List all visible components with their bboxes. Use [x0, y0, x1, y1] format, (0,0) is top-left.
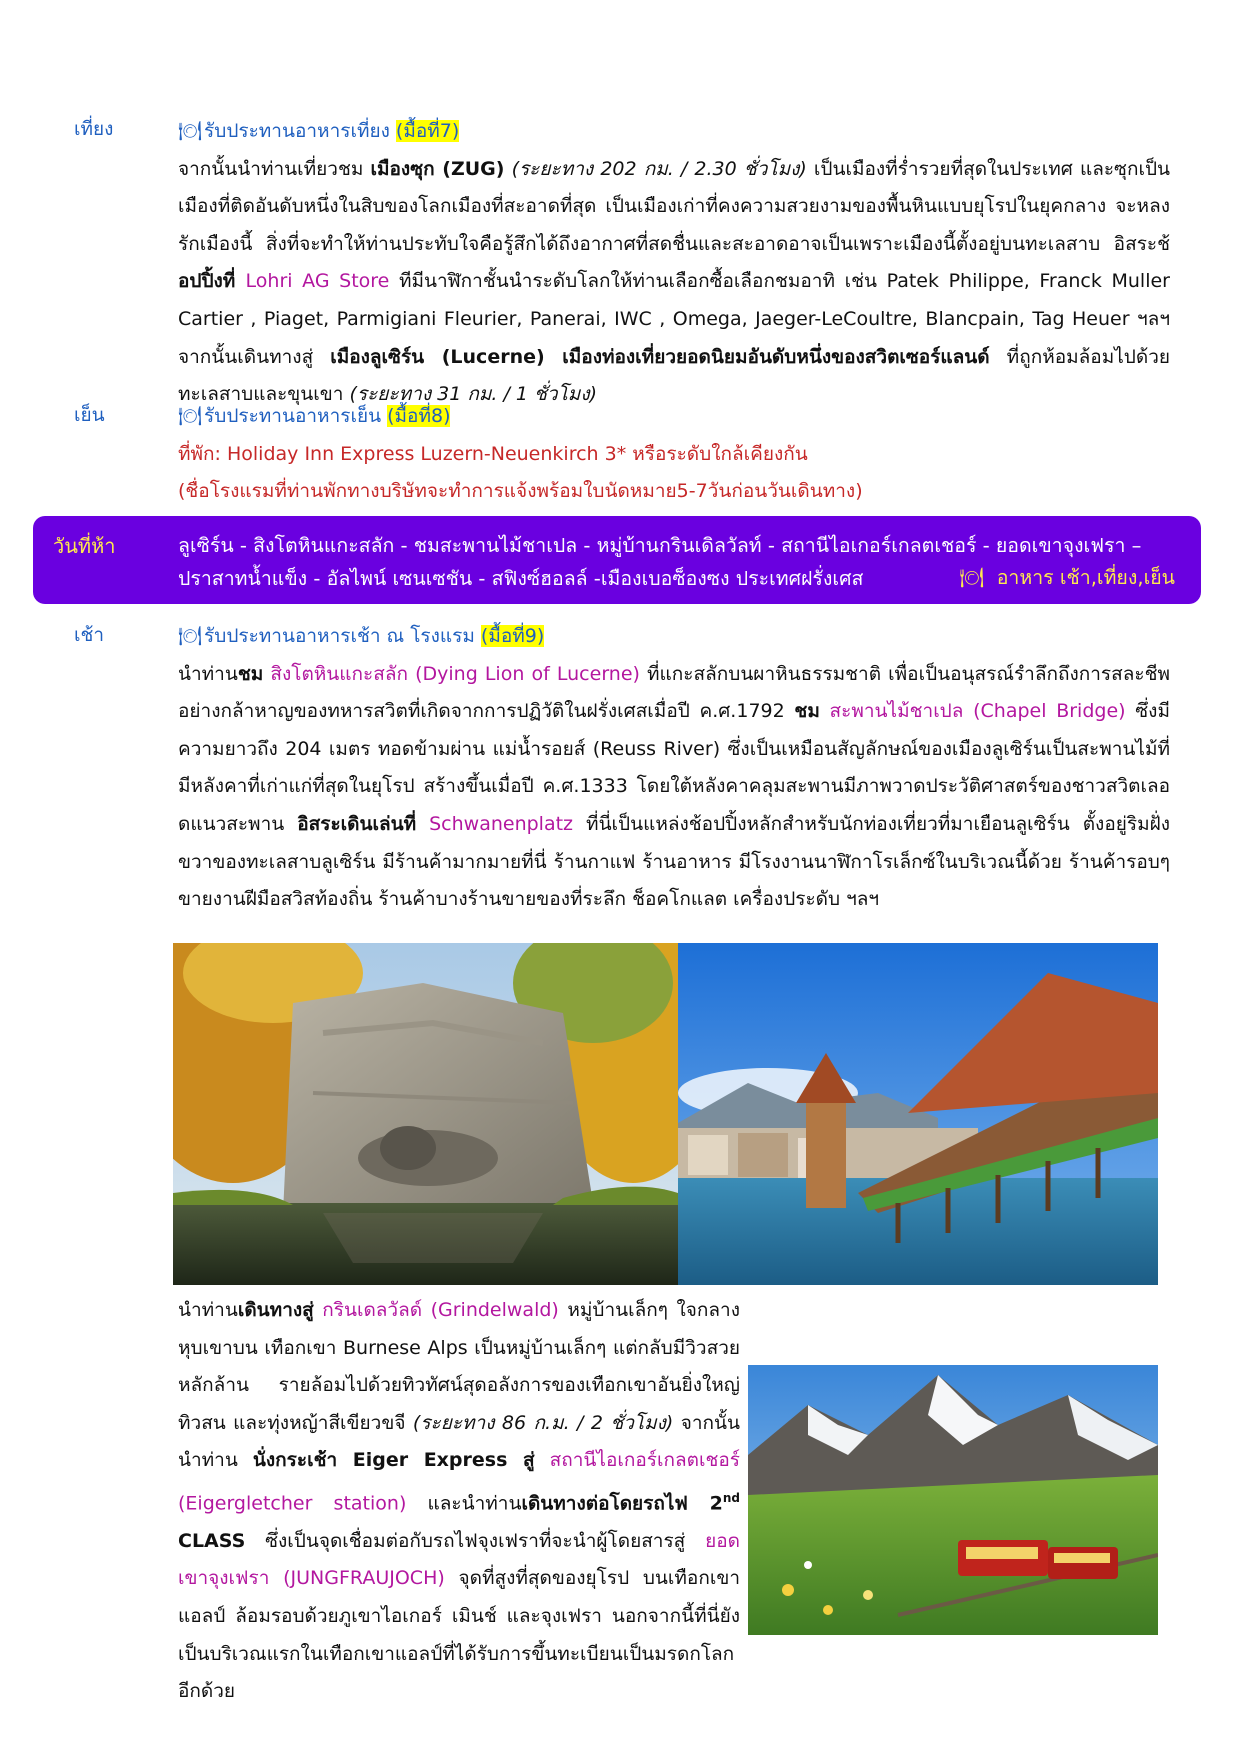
lohri-store-link: Lohri AG Store: [245, 270, 390, 293]
dinner-label: เย็น: [74, 404, 105, 426]
hotel-note: (ชื่อโรงแรมที่ท่านพักทางบริษัทจะทำการแจ้งพร้อมใบนัดหมาย5-7วันก่อนวันเดินทาง): [178, 480, 863, 503]
morning-section: [178, 618, 1170, 919]
chapel-bridge-photo: [678, 943, 1158, 1285]
dinner-section: [178, 398, 1170, 511]
lunch-meal-number: (มื้อที่7): [395, 120, 460, 142]
lunch-section: [178, 113, 1170, 414]
hotel-info: ที่พัก: Holiday Inn Express Luzern-Neuenkirch 3* หรือระดับใกล้เคียงกัน: [178, 442, 808, 465]
dinner-meal-number: (มื้อที่8): [387, 405, 451, 427]
plate-utensils-icon: 🍽: [959, 566, 985, 589]
lunch-paragraph: จากนั้นนำท่านเที่ยวชม เมืองซุก (ZUG) (ระยะทาง 202 กม. / 2.30 ชั่วโมง) เป็นเมืองที่ร่ำรวยที่สุดในประเทศ และซุกเป็นเมืองที่ติดอันดับหนึ่งในสิบของโลกเมืองที่สะอาดที่สุด เป็นเมืองเก่าที่คงความสวยงามของพื้นหินแบบยุโรปในยุคกลาง จะหลงรักเมืองนี้ สิ่งที่จะทำให้ท่านประทับใจคือรู้สึกได้ถึงอากาศที่สดชื่นและสะอาดอาจเป็นเพราะเมืองนี้ตั้งอยู่บนทะเลสาบ อิสระช้ อปปิ้งที่ Lohri AG Store ทีมีนาฬิกาชั้นนำระดับโลกให้ท่านเลือกซื้อเลือกชมอาทิ เช่น Patek Philippe, Franck Muller Cartier , Piaget, Parmigiani Fleurier, Panerai, IWC , Omega, Jaeger-LeCoultre, Blancpain, Tag Heuer ฯลฯ จากนั้นเดินทางสู่ เมืองลูเซิร์น (Lucerne) เมืองท่องเที่ยวยอดนิยมอันดับหนึ่งของสวิตเซอร์แลนด์ ที่ถูกห้อมล้อมไปด้วยทะเลสาบและขุนเขา (ระยะทาง 31 กม. / 1 ชั่วโมง): [178, 157, 1170, 406]
plate-utensils-icon: 🍽: [178, 405, 203, 427]
dinner-meal-line: [178, 398, 1170, 436]
dinner-meal-text: รับประทานอาหารเย็น: [204, 405, 382, 427]
grindelwald-paragraph: นำท่านเดินทางสู่ กรินเดลวัลด์ (Grindelwald) หมู่บ้านเล็กๆ ใจกลางหุบเขาบน เทือกเขา Burnese Alps เป็นหมู่บ้านเล็กๆ แต่กลับมีวิวสวยหลักล้าน รายล้อมไปด้วยทิวทัศน์สุดอลังการของเทือกเขาอันยิ่งใหญ่ ทิวสน และทุ่งหญ้าสีเขียวขจี (ระยะทาง 86 ก.ม. / 2 ชั่วโมง) จากนั้นนำท่าน นั่งกระเช้า Eiger Express สู่ สถานีไอเกอร์เกลตเชอร์ (Eigergletcher station) และนำท่านเดินทางต่อโดยรถไฟ 2nd CLASS ซึ่งเป็นจุดเชื่อมต่อกับรถไฟจุงเฟราที่จะนำผู้โดยสารสู่ ยอดเขาจุงเฟรา (JUNGFRAUJOCH) จุดที่สูงที่สุดของยุโรป บนเทือกเขาแอลป์ ล้อมรอบด้วยภูเขาไอเกอร์ เมินช์ และจุงเฟรา นอกจากนี้ที่นี่ยังเป็นบริเวณแรกในเทือกเขาแอลป์ที่ได้รับการขึ้นทะเบียนเป็นมรดกโลกอีกด้วย: [178, 1299, 741, 1703]
day-label: วันที่ห้า: [53, 534, 116, 558]
morning-label: เช้า: [74, 624, 105, 646]
lunch-meal-text: รับประทานอาหารเที่ยง: [204, 120, 390, 142]
plate-utensils-icon: 🍽: [178, 625, 203, 647]
day-route: ลูเซิร์น - สิงโตหินแกะสลัก - ชมสะพานไม้ชาเปล - หมู่บ้านกรินเดิลวัลท์ - สถานีไอเกอร์เกลตเชอร์ - ยอดเขาจุงเฟรา – ปราสาทน้ำแข็ง - อัลไพน์ เซนเซชัน - สฟิงซ์ฮอลล์ -เมืองเบอซ็องซง ประเทศฝรั่งเศส: [178, 534, 1142, 590]
morning-meal-line: [178, 618, 1170, 656]
lunch-meal-line: [178, 113, 1170, 151]
plate-utensils-icon: 🍽: [178, 120, 203, 142]
morning-meal-number: (มื้อที่9): [480, 625, 545, 647]
lion-monument-photo: [173, 943, 678, 1285]
jungfrau-train-photo: [748, 1365, 1158, 1635]
day-banner: [33, 516, 1201, 604]
lunch-label: เที่ยง: [74, 118, 114, 140]
day-meals: 🍽 อาหาร เช้า,เที่ยง,เย็น: [959, 566, 1175, 589]
morning-meal-text: รับประทานอาหารเช้า ณ โรงแรม: [204, 625, 475, 647]
morning-paragraph: นำท่านชม สิงโตหินแกะสลัก (Dying Lion of Lucerne) ที่แกะสลักบนผาหินธรรมชาติ เพื่อเป็นอนุสรณ์รำลึกถึงการสละชีพอย่างกล้าหาญของทหารสวิตที่เกิดจากการปฏิวัติในฝรั่งเศสเมื่อปี ค.ศ.1792 ชม สะพานไม้ชาเปล (Chapel Bridge) ซึ่งมีความยาวถึง 204 เมตร ทอดข้ามผ่าน แม่น้ำรอยส์ (Reuss River) ซึ่งเป็นเหมือนสัญลักษณ์ของเมืองลูเซิร์นเป็นสะพานไม้ที่มีหลังคาที่เก่าแก่ที่สุดในยุโรป สร้างขึ้นเมื่อปี ค.ศ.1333 โดยใต้หลังคาคลุมสะพานมีภาพวาดประวัติศาสตร์ของชาวสวิตเลอดแนวสะพาน อิสระเดินเล่นที่ Schwanenplatz ที่นี่เป็นแหล่งช้อปปิ้งหลักสำหรับนักท่องเที่ยวที่มาเยือนลูเซิร์น ตั้งอยู่ริมฝั่งขวาของทะเลสาบลูเซิร์น มีร้านค้ามากมายที่นี่ ร้านกาแฟ ร้านอาหาร มีโรงงานนาฬิกาโรเล็กซ์ในบริเวณนี้ด้วย ร้านค้ารอบๆขายงานฝีมือสวิสท้องถิ่น ร้านค้าบางร้านขายของที่ระลึก ช็อคโกแลต เครื่องประดับ ฯลฯ: [178, 662, 1171, 911]
